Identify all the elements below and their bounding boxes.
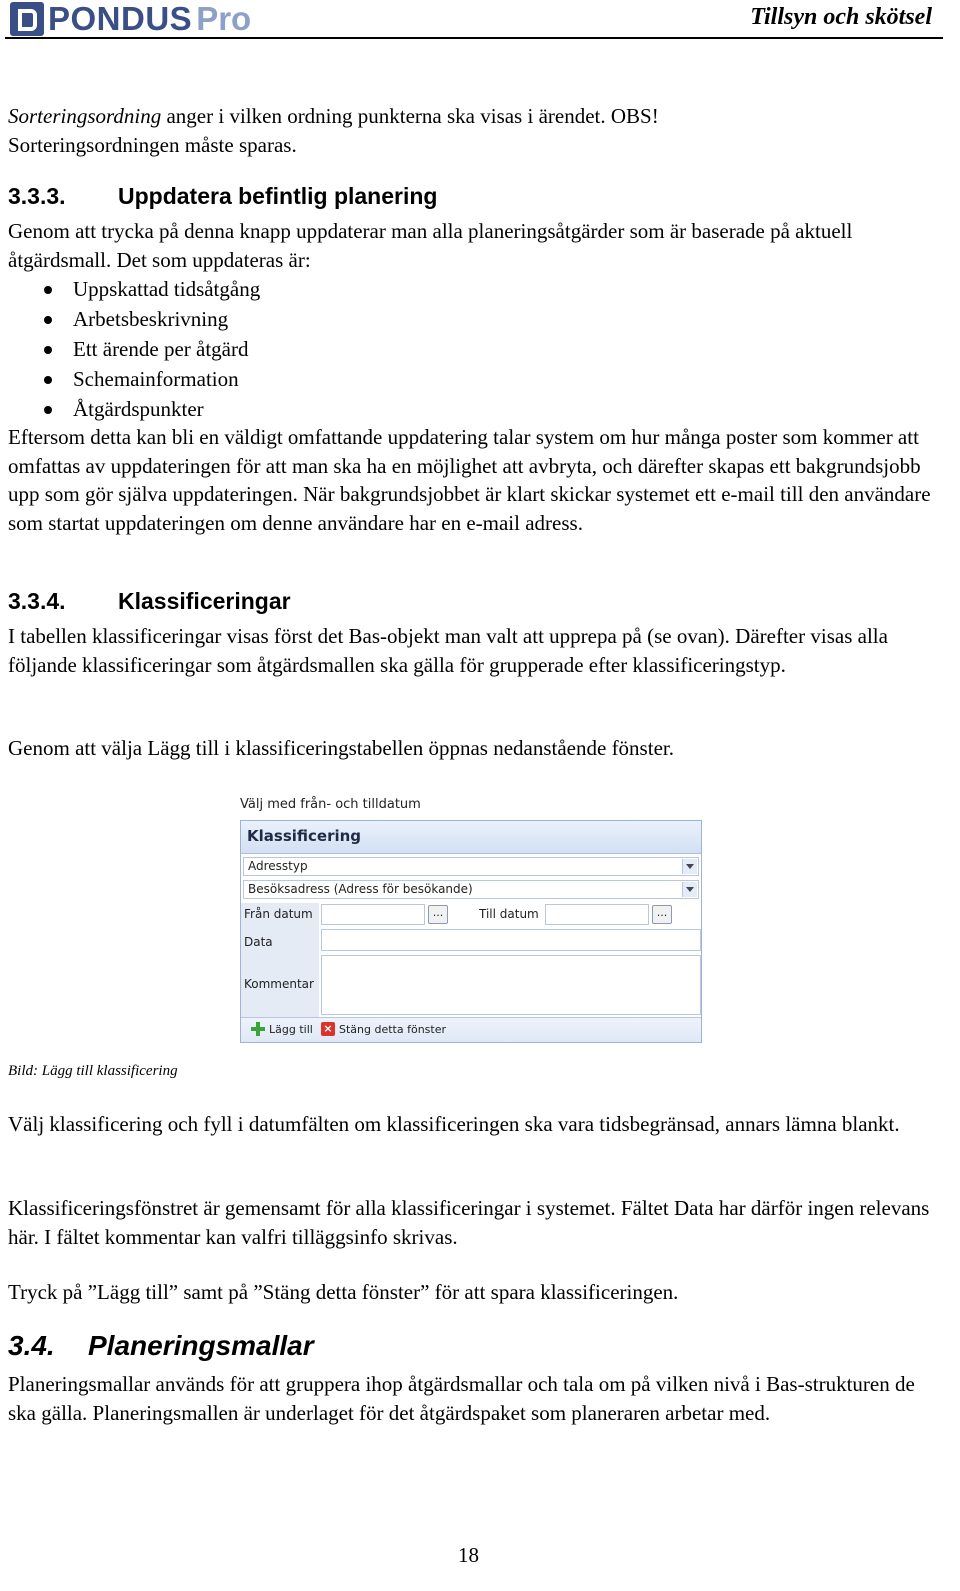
to-date-input[interactable] (545, 904, 649, 925)
section-333-para2: Eftersom detta kan bli en väldigt omfattande uppdatering talar system om hur många poster som kommer att omfattas av uppdateringen för att man ska ha en möjlighet att avbryta, och därefter skapas ett bakgrundsjobb upp som gör själva uppdateringen. När bakgrundsjobbet är klart skickar systemet ett e-mail till den användare som startat uppdateringen om denne användare har en e-mail adress. (8, 425, 931, 535)
close-icon: × (321, 1022, 335, 1036)
section-334-para2: Genom att välja Lägg till i klassificeringstabellen öppnas nedanstående fönster. (8, 736, 674, 760)
list-item: Uppskattad tidsåtgång (0, 274, 600, 304)
heading-334 (8, 588, 291, 615)
classification-value-select[interactable]: Besöksadress (Adress för besökande) (243, 880, 699, 899)
header-title: Tillsyn och skötsel (750, 4, 932, 30)
classification-type-select[interactable]: Adresstyp (243, 857, 699, 876)
header-divider (5, 37, 943, 39)
classification-dialog-screenshot (240, 797, 702, 1043)
heading-34 (8, 1330, 314, 1362)
list-item: Ett ärende per åtgärd (0, 334, 600, 364)
data-input[interactable] (321, 929, 701, 951)
after-para3: Tryck på ”Lägg till” samt på ”Stäng detta fönster” för att spara klassificeringen. (8, 1280, 679, 1304)
dialog-header (241, 821, 701, 854)
plus-icon (251, 1022, 265, 1036)
update-bullet-list (0, 274, 600, 424)
heading-333-title: Uppdatera befintlig planering (118, 183, 438, 209)
from-date-input[interactable] (321, 904, 425, 925)
from-date-label: Från datum (244, 907, 313, 921)
bullet-icon (44, 316, 52, 324)
dialog-title: Klassificering (247, 827, 362, 845)
section-333-para1: Genom att trycka på denna knapp uppdaterar man alla planeringsåtgärder som är baserade på aktuell åtgärdsmall. Det som uppdateras är: (8, 219, 853, 272)
after-para1: Välj klassificering och fyll i datumfälten om klassificeringen ska vara tidsbegränsad, annars lämna blankt. (8, 1112, 900, 1136)
heading-34-number: 3.4. (8, 1330, 55, 1361)
list-item: Schemainformation (0, 364, 600, 394)
bullet-icon (44, 346, 52, 354)
heading-333-number: 3.3.3. (8, 183, 66, 209)
after-para2: Klassificeringsfönstret är gemensamt för alla klassificeringar i systemet. Fältet Data har därför ingen relevans här. I fältet kommentar kan valfri tilläggsinfo skrivas. (8, 1196, 930, 1249)
intro-line2: Sorteringsordningen måste sparas. (8, 132, 297, 157)
pondus-logo (10, 0, 251, 38)
heading-334-number: 3.3.4. (8, 588, 66, 614)
heading-333 (8, 183, 437, 210)
to-date-picker-button[interactable]: ... (652, 905, 672, 924)
list-item: Arbetsbeskrivning (0, 304, 600, 334)
close-window-button[interactable]: × Stäng detta fönster (321, 1022, 446, 1036)
intro-term: Sorteringsordning (8, 104, 162, 128)
page-number: 18 (458, 1543, 479, 1567)
intro-line1: anger i vilken ordning punkterna ska visas i ärendet. OBS! (161, 104, 659, 128)
intro-paragraph (8, 102, 938, 159)
chevron-down-icon[interactable] (682, 882, 697, 897)
dialog-top-label: Välj med från- och tilldatum (240, 797, 421, 812)
bullet-icon (44, 286, 52, 294)
from-date-picker-button[interactable]: ... (428, 905, 448, 924)
bullet-icon (44, 376, 52, 384)
comment-textarea[interactable] (321, 955, 701, 1015)
pondus-logo-icon (10, 2, 44, 36)
section-34-para1: Planeringsmallar används för att gruppera ihop åtgärdsmallar och tala om på vilken nivå i Bas-strukturen de ska gälla. Planeringsmallen är underlaget för det åtgärdspaket som planeraren arbetar med. (8, 1372, 915, 1425)
data-label: Data (244, 935, 273, 949)
bullet-icon (44, 406, 52, 414)
classification-dialog (240, 820, 702, 1043)
add-button[interactable]: Lägg till (251, 1022, 313, 1036)
logo-pro-text: Pro (196, 0, 252, 37)
heading-334-title: Klassificeringar (118, 588, 291, 614)
to-date-label: Till datum (479, 907, 539, 921)
chevron-down-icon[interactable] (682, 859, 697, 874)
heading-34-title: Planeringsmallar (88, 1330, 314, 1361)
dialog-footer (241, 1017, 701, 1042)
logo-main-text: PONDUS (48, 0, 193, 37)
section-334-para1: I tabellen klassificeringar visas först det Bas-objekt man valt att upprepa på (se ovan). Därefter visas alla följande klassificeringar som åtgärdsmallen ska gälla för grupperade efter klassificeringstyp. (8, 624, 888, 677)
comment-label: Kommentar (244, 977, 314, 991)
figure-caption: Bild: Lägg till klassificering (8, 1063, 178, 1079)
list-item: Åtgärdspunkter (0, 394, 600, 424)
